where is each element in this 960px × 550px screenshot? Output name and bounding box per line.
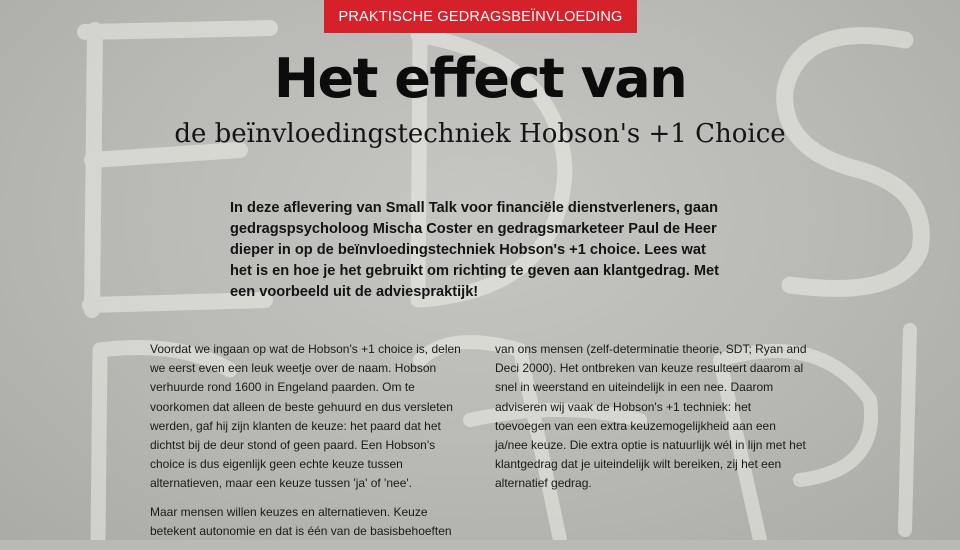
body-paragraph: Voordat we ingaan op wat de Hobson's +1 choice is, delen we eerst even een leuk weetje over de naam. Hobson verhuurde rond 1600 in Engeland paarden. Om te voorkomen dat alleen de beste gehuurd en dus versleten werden, gaf hij zijn klanten de keuze: het paard dat het dichtst bij de deur stond of geen paard. Een Hobson's choice is dus eigenlijk geen echte keuze tussen alternatieven, maar een keuze tussen 'ja' of 'nee'. bbox=[150, 342, 461, 491]
article-subheadline: de beïnvloedingstechniek Hobson's +1 Choice bbox=[174, 119, 786, 149]
chalk-stroke-far-right bbox=[905, 330, 910, 530]
body-column-left bbox=[150, 340, 462, 550]
body-paragraph: Maar mensen willen keuzes en alternatieven. Keuze betekent autonomie en dat is één van de basisbehoeften bbox=[150, 504, 452, 538]
article-headline: Het effect van bbox=[273, 47, 687, 110]
article-intro: In deze aflevering van Small Talk voor financiële dienstverleners, gaan gedragspsycholoog Mischa Coster en gedragsmarketeer Paul de Heer dieper in op de beïnvloedingstechniek Hobson's +1 choice. Lees wat het is en hoe je het gebruikt om richting te geven aan klantgedrag. Met een voorbeeld uit de adviespraktijk! bbox=[230, 200, 719, 300]
body-column-right bbox=[495, 340, 807, 503]
body-paragraph: van ons mensen (zelf-determinatie theorie, SDT; Ryan and Deci 2000). Het ontbreken van keuze resulteert daarom al snel in weerstand en uiteindelijk in een nee. Daarom adviseren wij vaak de Hobson's +1 techniek: het toevoegen van een extra keuzemogelijkheid aan een ja/nee keuze. Die extra optie is natuurlijk wél in lijn met het klantgedrag dat je uiteindelijk wilt bereiken, zij het een alternatief gedrag. bbox=[495, 342, 807, 491]
section-tag[interactable]: PRAKTISCHE GEDRAGSBEÏNVLOEDING bbox=[324, 0, 637, 33]
